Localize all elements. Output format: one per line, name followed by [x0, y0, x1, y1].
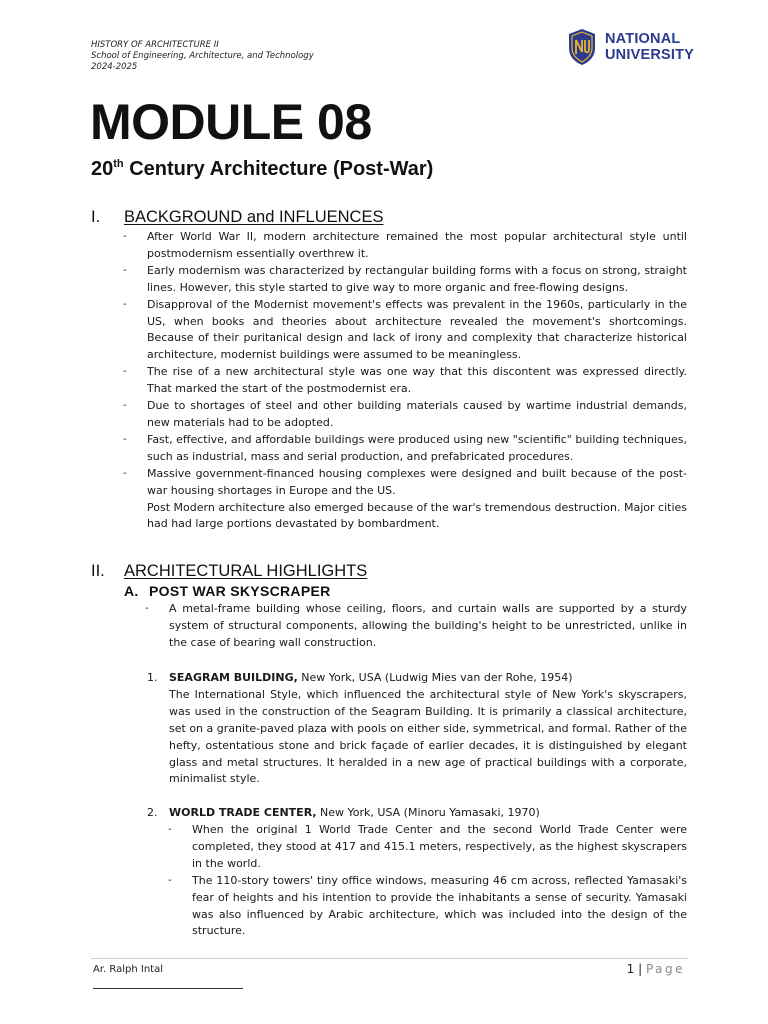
skyscraper-list [145, 601, 687, 652]
school-name: School of Engineering, Architecture, and Technology [91, 51, 314, 61]
list-item: - Due to shortages of steel and other building materials caused by wartime industrial demands, new materials had to be adopted. [123, 399, 687, 429]
entry-text: The International Style, which influenced the architectural style of New York's skyscrapers, was used in the construction of the Seagram Building. It is primarily a classical architecture, set on a granite-paved plaza with pools on either side, symmetrical, and formal. Rather of the hefty, ostentatious stone and brick façade of earlier decades, it is distinguished by elegant glass and metal structures. It heralded in a new age of practical buildings with a corporate, minimalist style. [169, 687, 687, 786]
background-list [123, 229, 687, 533]
list-item: - Massive government-financed housing complexes were designed and built because of the post-war housing shortages in Europe and the US. [123, 466, 687, 497]
seagram-building-entry: 1. SEAGRAM BUILDING, New York, USA (Ludwig Mies van der Rohe, 1954) The International Style, which influenced the architectural style of New York's skyscrapers, was used in the construction of the Seagram Building. It is primarily a classical architecture, set on a granite-paved plaza with pools on either side, symmetrical, and formal. Rather of the hefty, ostentatious stone and brick façade of earlier decades, it is distinguished by elegant glass and metal structures. It heralded in a new age of practical buildings with a corporate, minimalist style. [147, 670, 687, 788]
university-seal-icon [567, 28, 597, 66]
list-item: - Disapproval of the Modernist movement's effects was prevalent in the 1960s, particularly in the US, when books and theories about architecture revealed the movement's shortcomings. Because of their puritanical design and lack of irony and complexity that characterize historical architecture, modernist buildings were assumed to be meaningless. [123, 297, 687, 362]
list-item: - After World War II, modern architecture remained the most popular architectural style until postmodernism essentially overthrew it. [123, 230, 687, 260]
entry-heading: SEAGRAM BUILDING, New York, USA (Ludwig Mies van der Rohe, 1954) [169, 671, 573, 684]
university-logo [567, 28, 707, 68]
module-title: MODULE 08 [90, 94, 372, 150]
footer-author: Ar. Ralph Intal [93, 964, 164, 975]
list-item: - A metal-frame building whose ceiling, floors, and curtain walls are supported by a sturdy system of structural components, allowing the building's height to be unrestricted, unlike in the case of bearing wall construction. [145, 602, 687, 649]
subsection-heading-skyscraper: A. POST WAR SKYSCRAPER [124, 583, 331, 599]
list-item: - When the original 1 World Trade Center and the second World Trade Center were completed, they stood at 417 and 415.1 meters, respectively, as the highest skyscrapers in the world. [168, 823, 687, 870]
page-footer [91, 958, 688, 998]
world-trade-center-entry: 2. WORLD TRADE CENTER, New York, USA (Minoru Yamasaki, 1970) [147, 805, 687, 822]
list-item: - Fast, effective, and affordable buildings were produced using new "scientific" building techniques, such as industrial, mass and serial production, and prefabricated procedures. [123, 432, 687, 463]
entry-heading: WORLD TRADE CENTER, New York, USA (Minoru Yamasaki, 1970) [169, 806, 540, 819]
list-item: - The 110-story towers' tiny office windows, measuring 46 cm across, reflected Yamasaki's fear of heights and his intention to provide the inhabitants a sense of security. Yamasaki was also influenced by Arabic architecture, which was included into the design of the structure. [168, 873, 687, 938]
list-item-continuation: Post Modern architecture also emerged because of the war's tremendous destruction. Major cities had had large portions devastated by bombardment. [147, 500, 687, 531]
footer-rule [93, 988, 243, 989]
document-header [91, 40, 391, 73]
section-heading-background: I. BACKGROUND and INFLUENCES [91, 208, 384, 226]
university-name: NATIONAL UNIVERSITY [605, 31, 695, 63]
footer-divider [91, 958, 688, 959]
page-number: 1 | Page [626, 962, 685, 976]
section-heading-highlights: II. ARCHITECTURAL HIGHLIGHTS [91, 562, 368, 580]
course-name: HISTORY OF ARCHITECTURE II [91, 40, 219, 50]
world-trade-center-list [168, 822, 687, 940]
academic-year: 2024-2025 [91, 62, 138, 72]
list-item: - Early modernism was characterized by rectangular building forms with a focus on strong, straight lines. However, this style started to give way to more organic and free-flowing designs. [123, 263, 687, 294]
list-item: - The rise of a new architectural style was one way that this discontent was expressed directly. That marked the start of the postmodernist era. [123, 365, 687, 396]
module-subtitle: 20th Century Architecture (Post-War) [91, 158, 434, 180]
